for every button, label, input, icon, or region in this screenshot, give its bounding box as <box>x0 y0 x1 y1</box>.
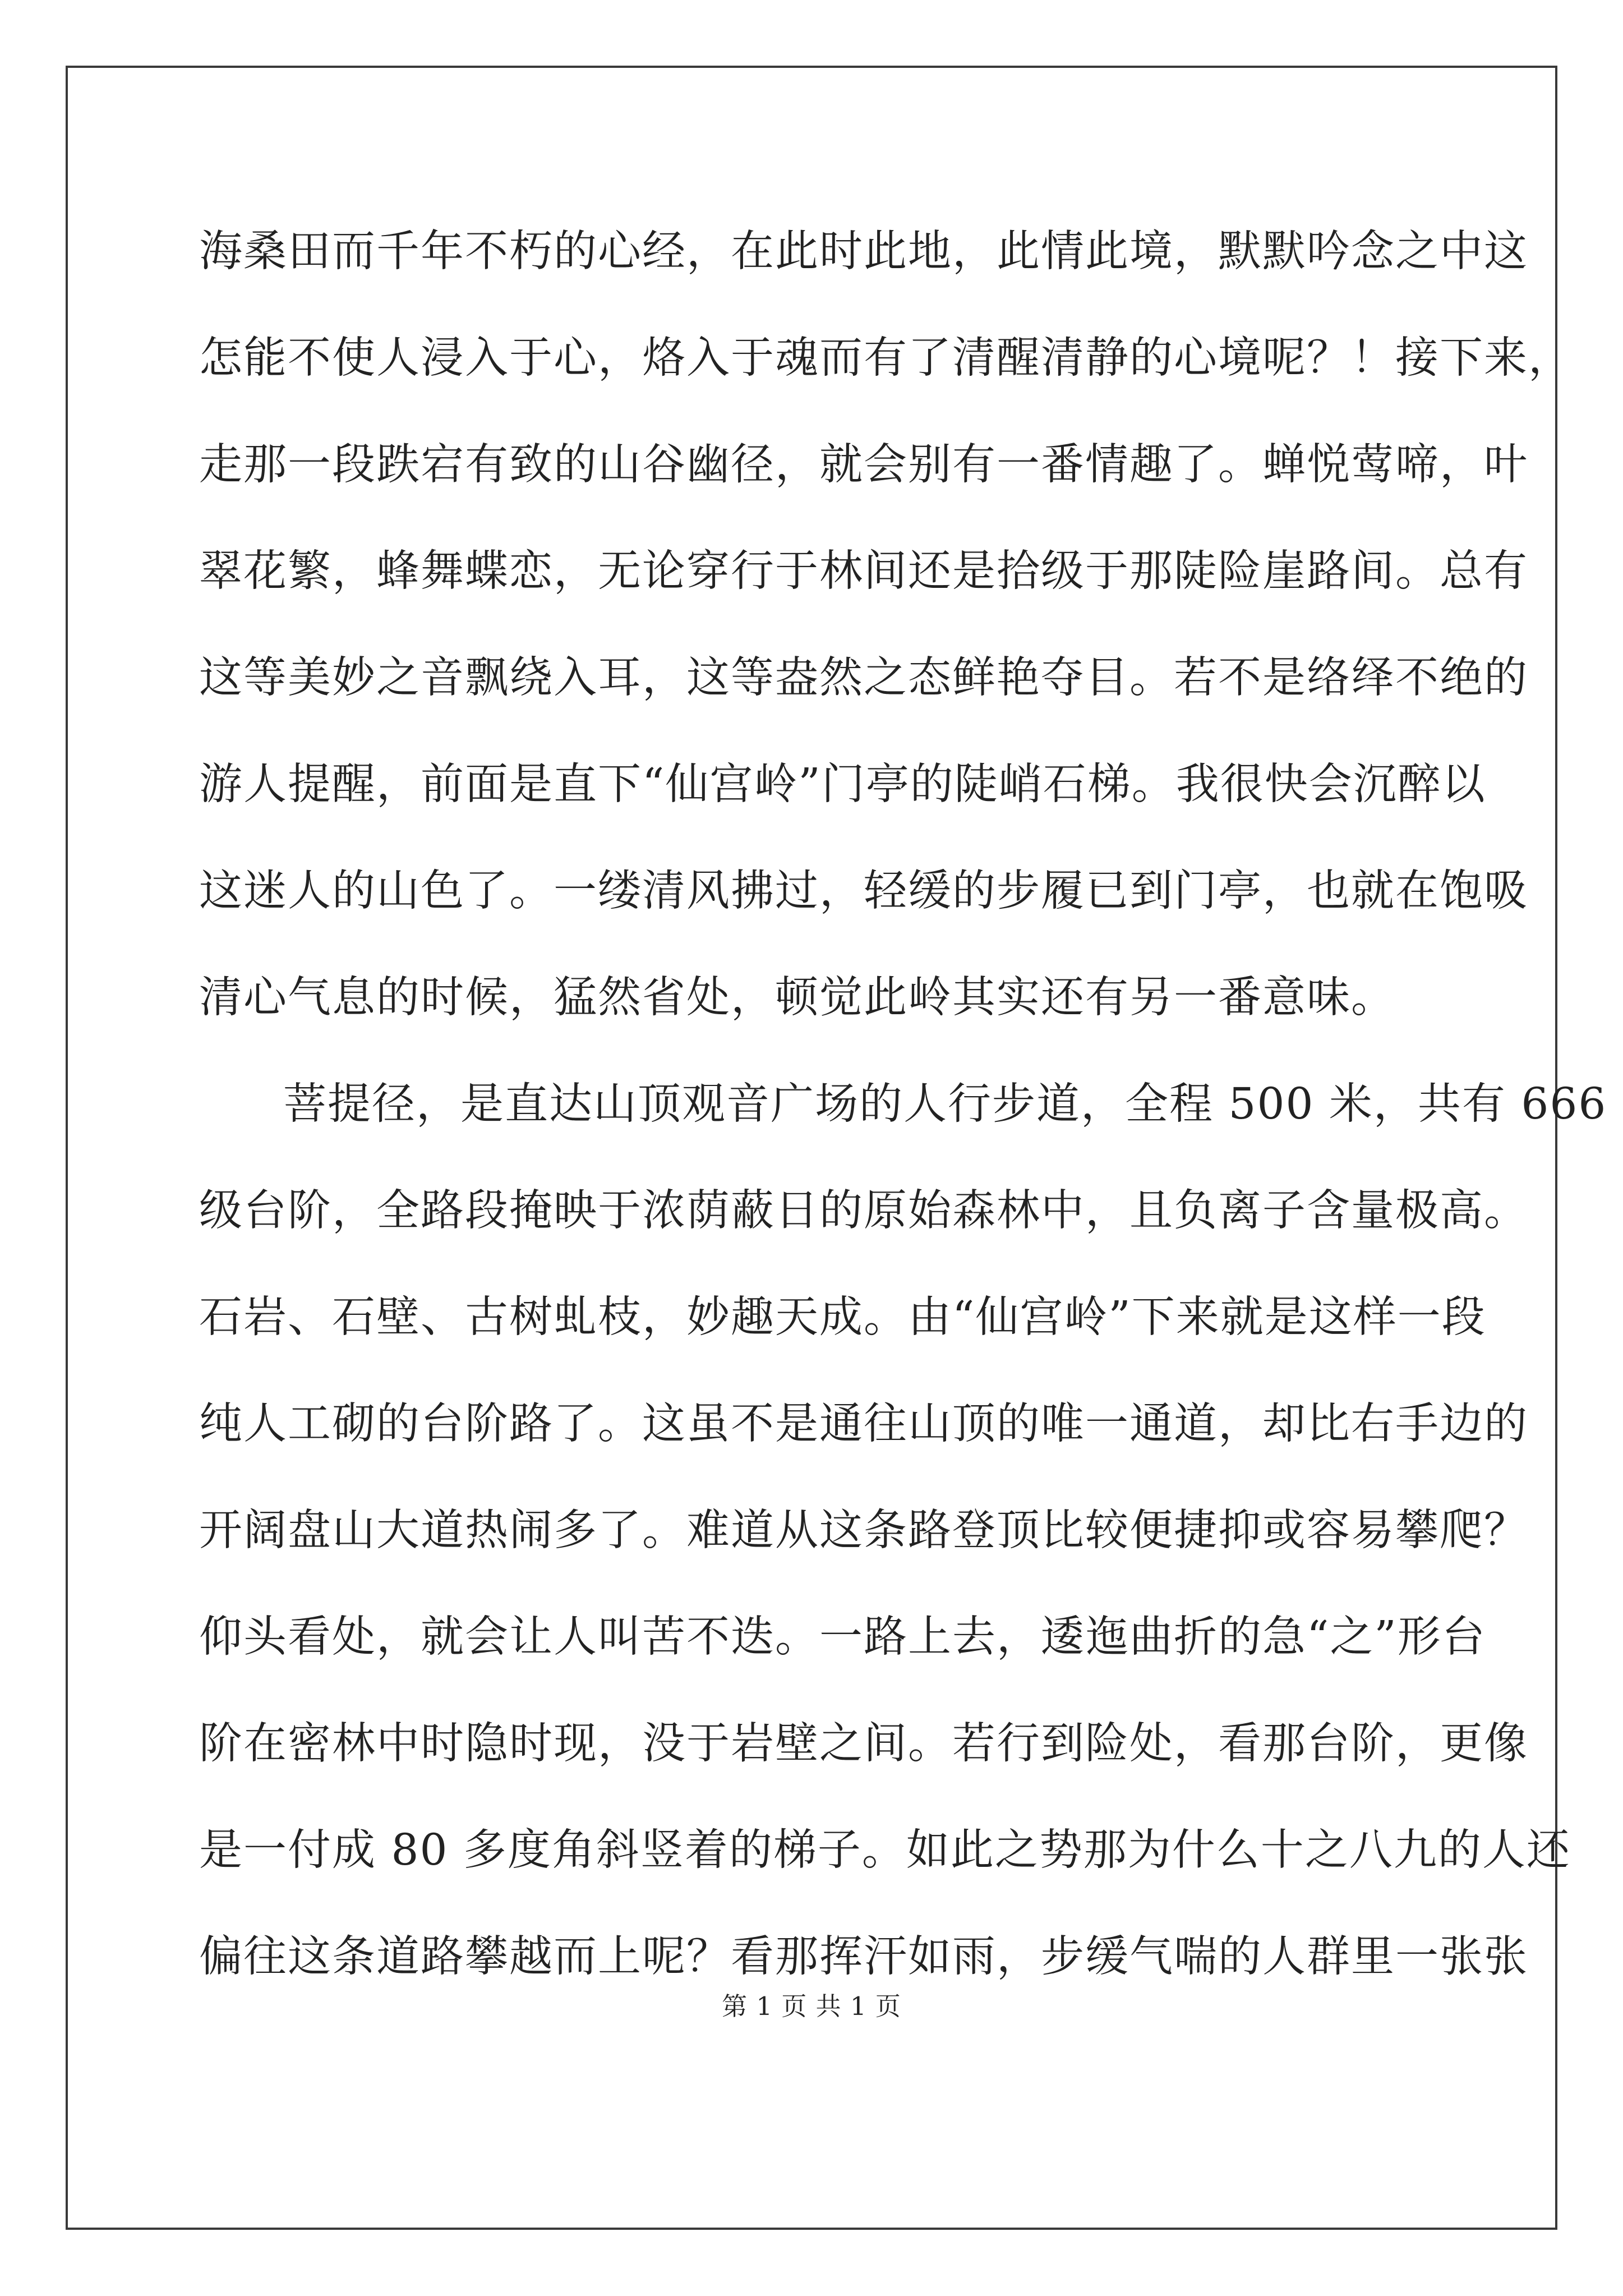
text-line: 怎能不使人浸入于心，烙入于魂而有了清醒清静的心境呢？！接下来， <box>199 333 1573 383</box>
page-number-footer: 第 1 页 共 1 页 <box>722 1991 901 2021</box>
text-line: 阶在密林中时隐时现，没于岩壁之间。若行到险处，看那台阶，更像 <box>199 1719 1528 1769</box>
text-line: 走那一段跌宕有致的山谷幽径，就会别有一番情趣了。蝉悦莺啼，叶 <box>199 440 1528 490</box>
text-line: 石岩、石壁、古树虬枝，妙趣天成。由“仙宫岭”下来就是这样一段 <box>199 1292 1486 1342</box>
text-line: 这等美妙之音飘绕入耳，这等盎然之态鲜艳夺目。若不是络绎不绝的 <box>199 653 1528 703</box>
text-line: 级台阶，全路段掩映于浓荫蔽日的原始森林中，且负离子含量极高。 <box>199 1186 1528 1236</box>
text-line: 是一付成 80 多度角斜竖着的梯子。如此之势那为什么十之八九的人还 <box>199 1825 1571 1875</box>
paragraph-first-line: 菩提径，是直达山顶观音广场的人行步道，全程 500 米，共有 666 <box>283 1079 1607 1129</box>
text-line: 清心气息的时候，猛然省处，顿觉此岭其实还有另一番意味。 <box>199 973 1395 1023</box>
text-line: 仰头看处，就会让人叫苦不迭。一路上去，逶迤曲折的急“之”形台 <box>199 1612 1486 1662</box>
text-line: 游人提醒，前面是直下“仙宫岭”门亭的陡峭石梯。我很快会沉醉以 <box>199 760 1486 809</box>
document-body <box>199 210 1607 2022</box>
text-line: 纯人工砌的台阶路了。这虽不是通往山顶的唯一通道，却比右手边的 <box>199 1399 1528 1449</box>
text-line: 海桑田而千年不朽的心经，在此时此地，此情此境，默默吟念之中这 <box>199 227 1528 277</box>
text-line: 开阔盘山大道热闹多了。难道从这条路登顶比较便捷抑或容易攀爬？ <box>199 1506 1528 1556</box>
text-line: 偏往这条道路攀越而上呢？看那挥汗如雨，步缓气喘的人群里一张张 <box>199 1932 1528 1982</box>
text-line: 这迷人的山色了。一缕清风拂过，轻缓的步履已到门亭，也就在饱吸 <box>199 866 1528 916</box>
text-line: 翠花繁，蜂舞蝶恋，无论穿行于林间还是拾级于那陡险崖路间。总有 <box>199 546 1528 596</box>
